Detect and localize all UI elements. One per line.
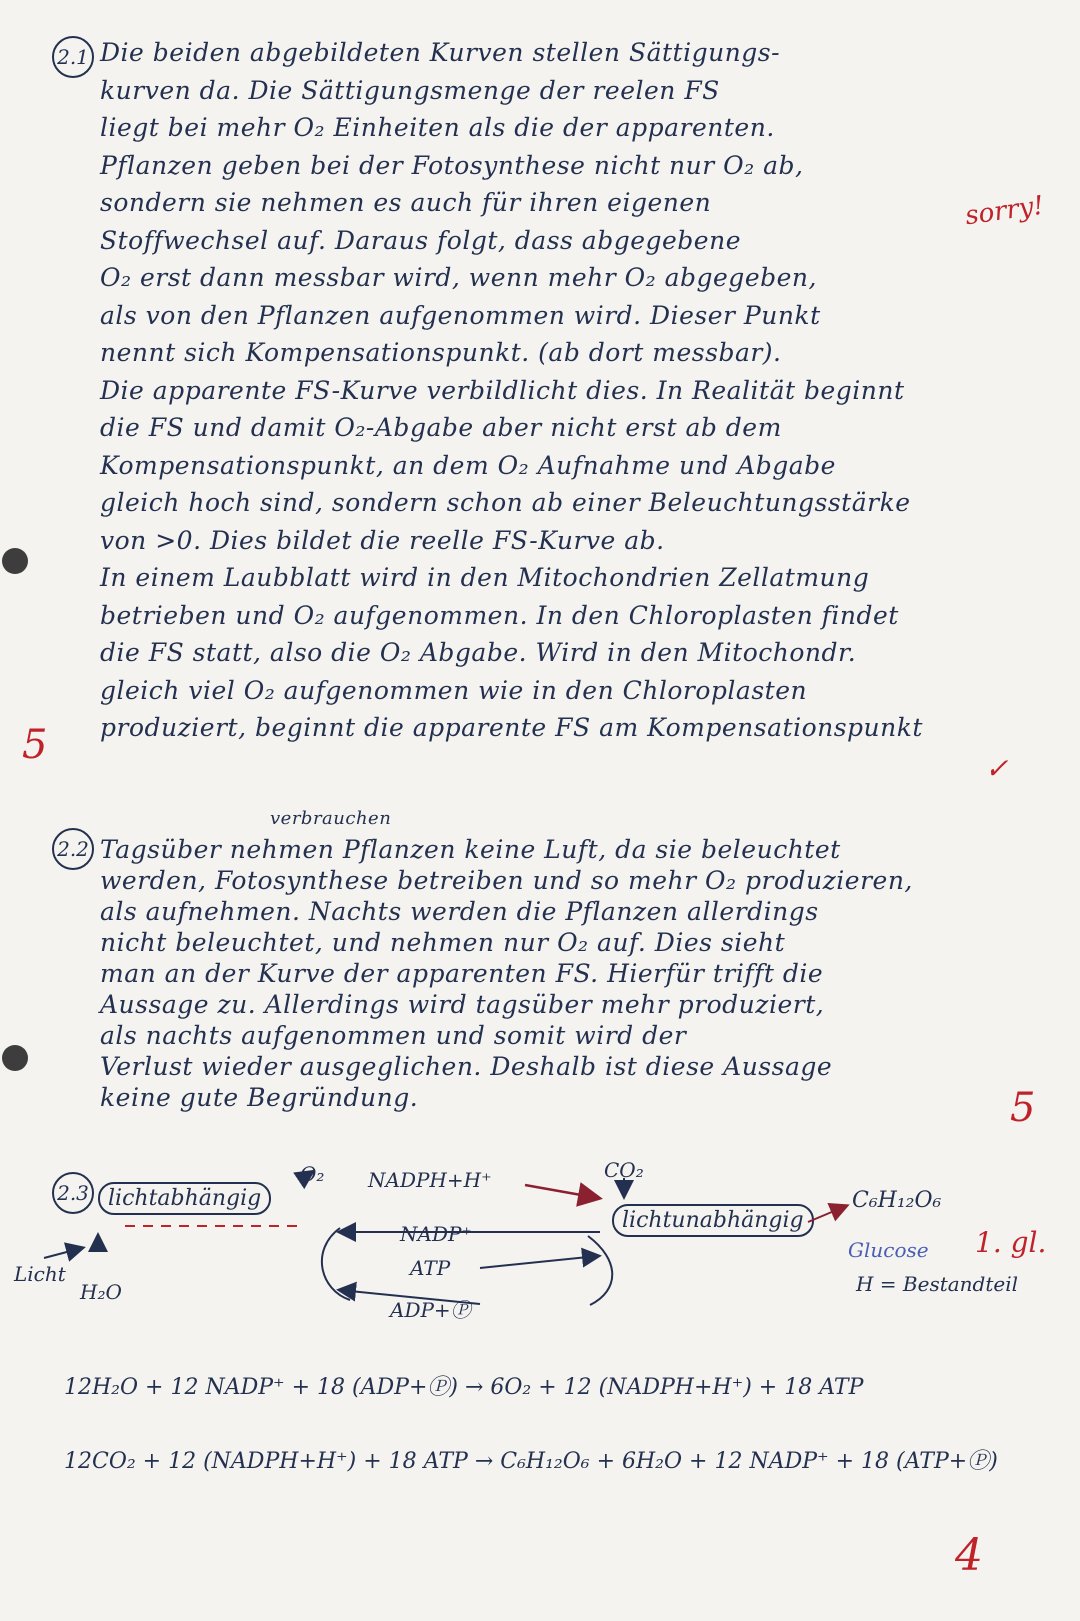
text-line: In einem Laubblatt wird in den Mitochondrien Zellatmung bbox=[100, 563, 870, 592]
text-line: Stoffwechsel auf. Daraus folgt, dass abgegebene bbox=[100, 225, 741, 255]
score-2-2: 5 bbox=[1010, 1085, 1036, 1131]
text-line: nennt sich Kompensationspunkt. (ab dort messbar). bbox=[100, 338, 782, 367]
h-note: H = Bestandteil bbox=[856, 1272, 1019, 1296]
text-line: kurven da. Die Sättigungsmenge der reelen FS bbox=[100, 75, 720, 105]
score-2-3: 4 bbox=[955, 1530, 983, 1581]
text-line: Aussage zu. Allerdings wird tagsüber mehr produziert, bbox=[100, 990, 825, 1019]
text-line: werden, Fotosynthese betreiben und so mehr O₂ produzieren, bbox=[100, 866, 913, 895]
light-label: Licht bbox=[14, 1262, 66, 1286]
glucose-label: Glucose bbox=[848, 1238, 929, 1262]
text-line: die FS und damit O₂-Abgabe aber nicht erst ab dem bbox=[100, 413, 782, 442]
text-line: keine gute Begründung. bbox=[100, 1083, 419, 1112]
text-line: Pflanzen geben bei der Fotosynthese nicht nur O₂ ab, bbox=[100, 150, 804, 180]
check-mark: ✓ bbox=[985, 752, 1009, 785]
equation-dark-reaction: 12CO₂ + 12 (NADPH+H⁺) + 18 ATP → C₆H₁₂O₆ + 6H₂O + 12 NADP⁺ + 18 (ATP+Ⓟ) bbox=[64, 1449, 998, 1474]
nadph-label: NADPH+H⁺ bbox=[368, 1168, 492, 1192]
text-line: als von den Pflanzen aufgenommen wird. Dieser Punkt bbox=[100, 300, 821, 330]
text-line: Kompensationspunkt, an dem O₂ Aufnahme und Abgabe bbox=[100, 450, 836, 480]
text-line: als nachts aufgenommen und somit wird der bbox=[100, 1021, 687, 1050]
text-line: liegt bei mehr O₂ Einheiten als die der apparenten. bbox=[100, 113, 775, 142]
oxygen-label: O₂ bbox=[300, 1162, 325, 1186]
text-line: Die apparente FS-Kurve verbildlicht dies. In Realität beginnt bbox=[100, 375, 905, 405]
atp-label: ATP bbox=[410, 1256, 451, 1280]
text-line: Verlust wieder ausgeglichen. Deshalb ist diese Aussage bbox=[100, 1052, 833, 1081]
teacher-note: sorry! bbox=[963, 190, 1046, 232]
inserted-word: verbrauchen bbox=[270, 808, 392, 829]
adp-label: ADP+Ⓟ bbox=[390, 1298, 471, 1322]
score-2-1: 5 bbox=[22, 722, 48, 768]
text-line: von >0. Dies bildet die reelle FS-Kurve ab. bbox=[100, 525, 665, 555]
equation-light-reaction: 12H₂O + 12 NADP⁺ + 18 (ADP+Ⓟ) → 6O₂ + 12 (NADPH+H⁺) + 18 ATP bbox=[64, 1375, 864, 1400]
text-line: als aufnehmen. Nachts werden die Pflanzen allerdings bbox=[100, 897, 819, 926]
text-line: sondern sie nehmen es auch für ihren eigenen bbox=[100, 188, 712, 217]
glucose-formula: C₆H₁₂O₆ bbox=[852, 1188, 942, 1213]
nadp-label: NADP⁺ bbox=[400, 1222, 472, 1246]
red-note-2-3: 1. gl. bbox=[975, 1226, 1047, 1259]
text-line: Tagsüber nehmen Pflanzen keine Luft, da sie beleuchtet bbox=[100, 835, 841, 864]
section-number-2-2: 2.2 bbox=[52, 828, 94, 870]
text-line: O₂ erst dann messbar wird, wenn mehr O₂ abgegeben, bbox=[100, 263, 817, 292]
text-line: gleich viel O₂ aufgenommen wie in den Chloroplasten bbox=[100, 675, 808, 705]
light-independent-box: lichtunabhängig bbox=[612, 1204, 814, 1237]
co2-label: CO₂ bbox=[604, 1158, 644, 1182]
text-line: nicht beleuchtet, und nehmen nur O₂ auf. Dies sieht bbox=[100, 928, 786, 957]
section-number-2-3: 2.3 bbox=[52, 1172, 94, 1214]
text-line: Die beiden abgebildeten Kurven stellen Sättigungs- bbox=[100, 38, 781, 67]
text-line: produziert, beginnt die apparente FS am Kompensationspunkt bbox=[100, 713, 923, 742]
water-label: H₂O bbox=[80, 1280, 122, 1304]
text-line: die FS statt, also die O₂ Abgabe. Wird in den Mitochondr. bbox=[100, 638, 857, 667]
text-line: man an der Kurve der apparenten FS. Hierfür trifft die bbox=[100, 959, 824, 988]
section-number-2-1: 2.1 bbox=[52, 36, 94, 78]
light-dependent-box: lichtabhängig bbox=[98, 1182, 271, 1215]
text-line: betrieben und O₂ aufgenommen. In den Chloroplasten findet bbox=[100, 600, 899, 630]
text-line: gleich hoch sind, sondern schon ab einer Beleuchtungsstärke bbox=[100, 488, 911, 517]
